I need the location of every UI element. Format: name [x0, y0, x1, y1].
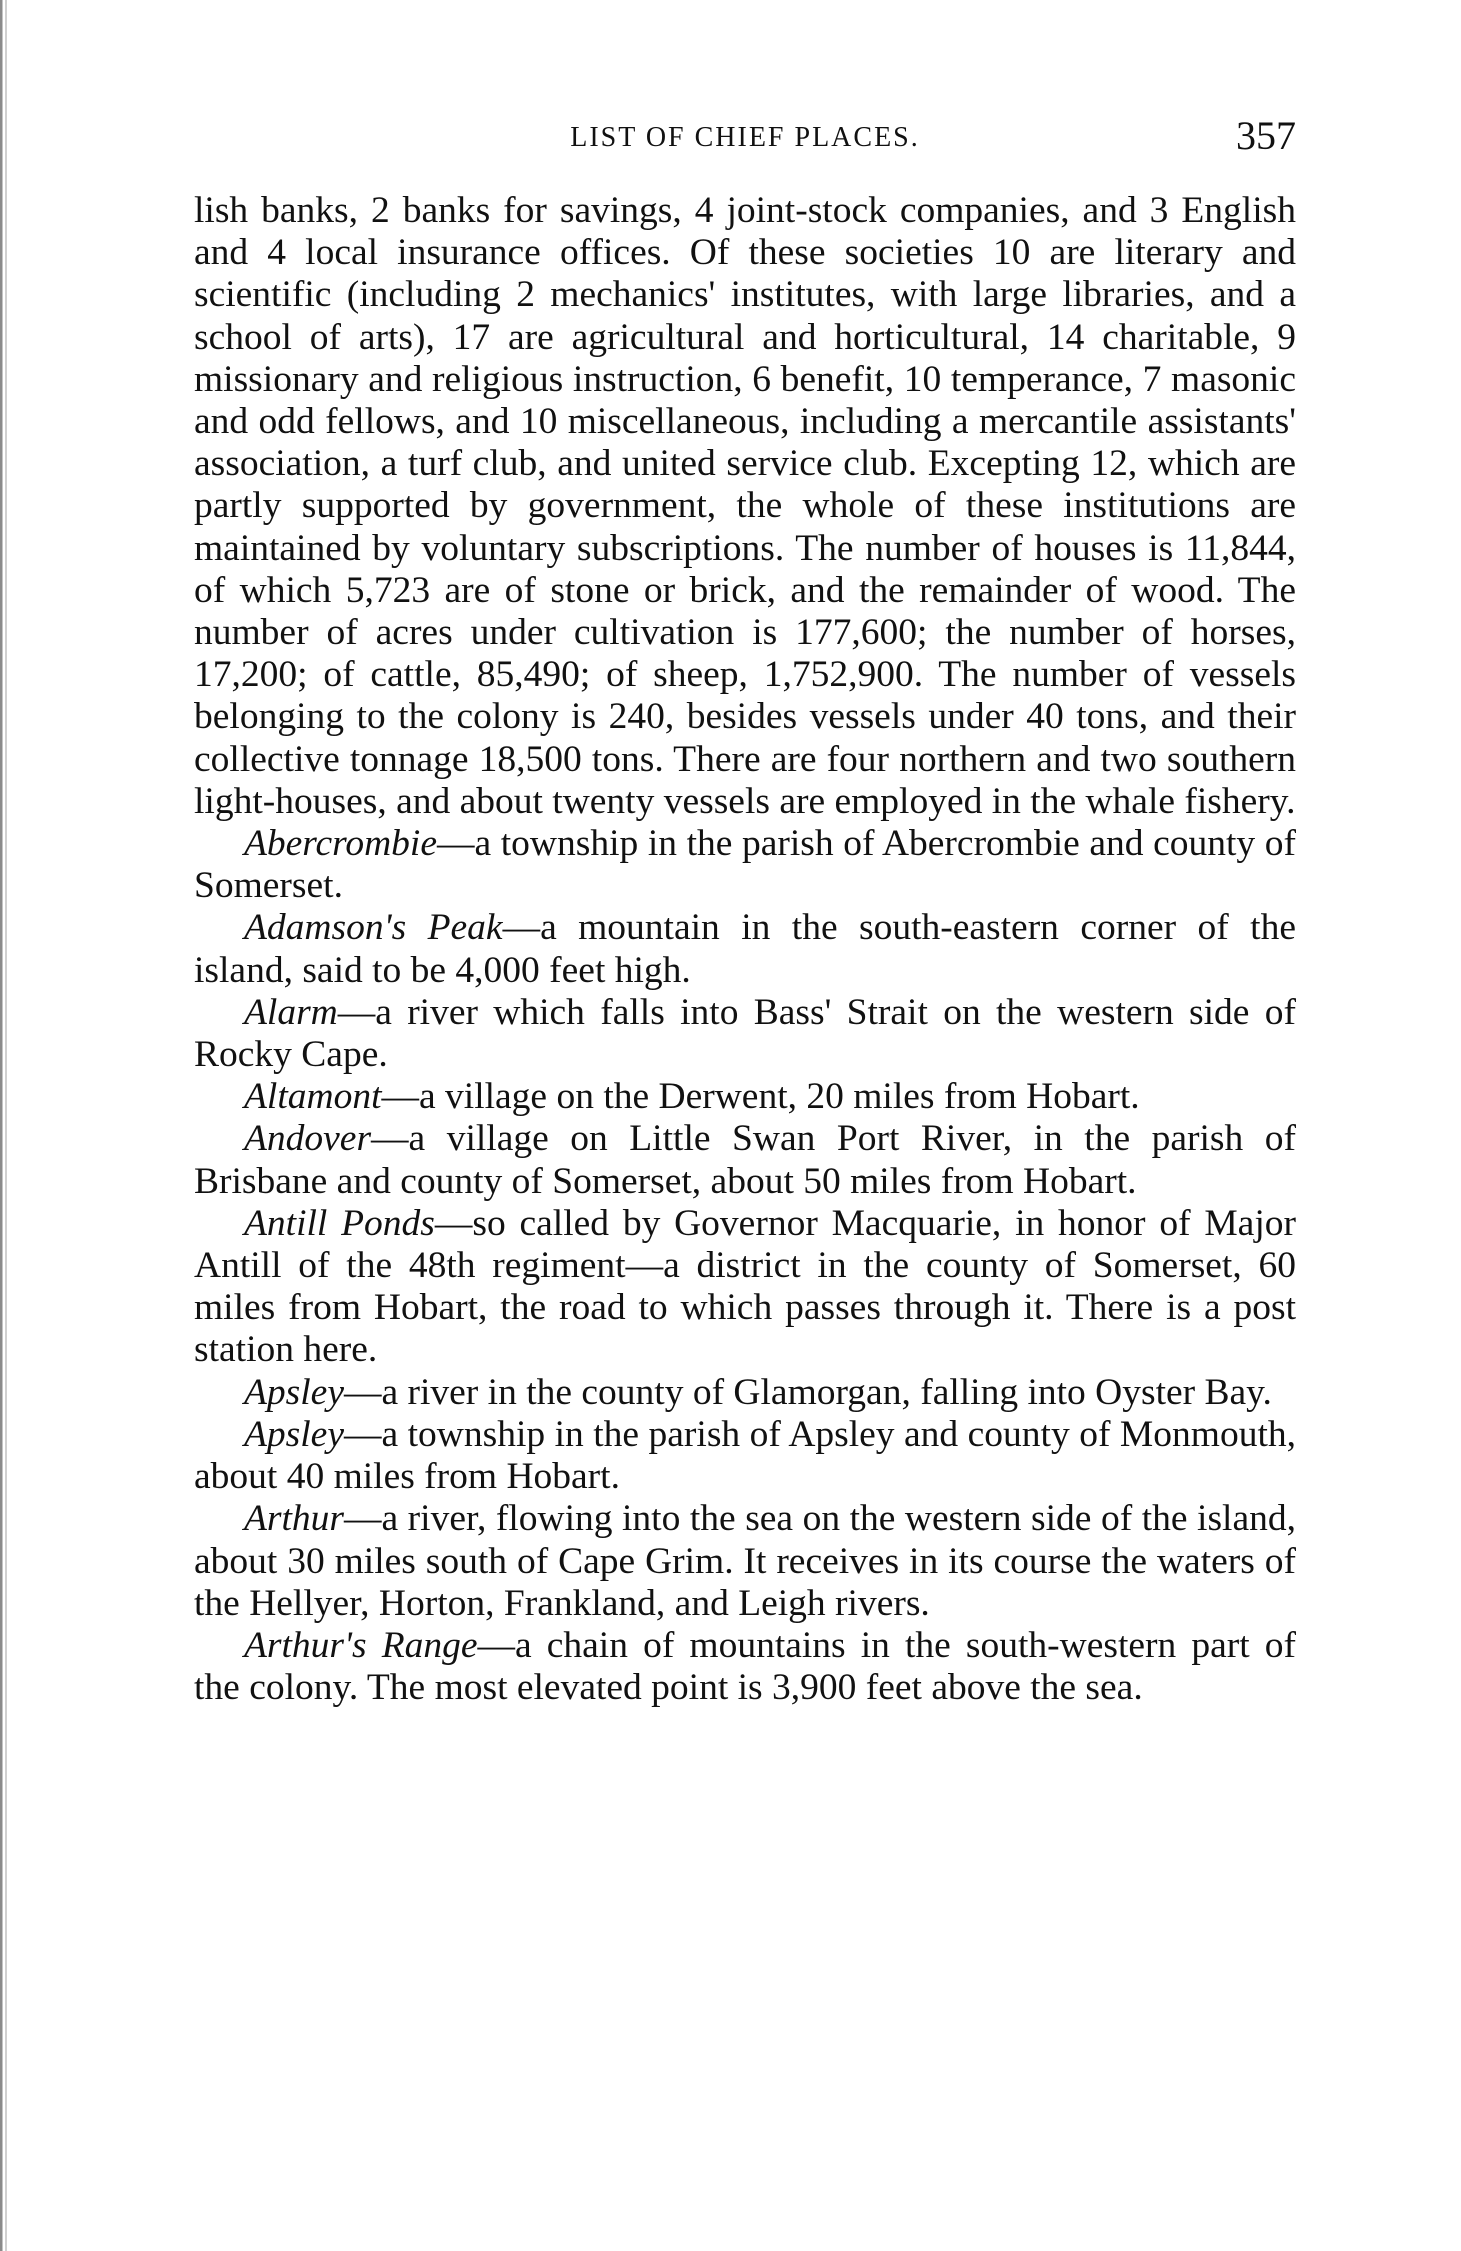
entry-text: —so called by Governor Macquarie, in honor of Major Antill of the 48th regiment—a district in the county of Somerset, 60 miles from Hobart, the road to which passes through it. There is a post station here.	[194, 1202, 1296, 1371]
page-body	[194, 190, 1296, 1709]
gazetteer-entry	[194, 1625, 1296, 1709]
entry-text: —a township in the parish of Abercrombie and county of Somerset.	[194, 823, 1296, 907]
entry-term: Abercrombie	[244, 823, 437, 865]
entry-term: Andover	[244, 1118, 372, 1160]
entry-text: —a village on Little Swan Port River, in the parish of Brisbane and county of Somerset, about 50 miles from Hobart.	[194, 1118, 1296, 1202]
gazetteer-entry	[194, 823, 1296, 907]
continuation-paragraph: lish banks, 2 banks for savings, 4 joint-stock companies, and 3 English and 4 local insurance offices. Of these societies 10 are literary and scientific (including 2 mechanics' institutes, with large libraries, and a school of arts), 17 are agricultural and horticultural, 14 charitable, 9 missionary and religious instruction, 6 benefit, 10 temperance, 7 masonic and odd fellows, and 10 miscellaneous, including a mercantile assistants' association, a turf club, and united service club. Excepting 12, which are partly supported by government, the whole of these institutions are maintained by voluntary subscriptions. The number of houses is 11,844, of which 5,723 are of stone or brick, and the remainder of wood. The number of acres under cultivation is 177,600; the number of horses, 17,200; of cattle, 85,490; of sheep, 1,752,900. The number of vessels belonging to the colony is 240, besides vessels under 40 tons, and their collective tonnage 18,500 tons. There are four northern and two southern light-houses, and about twenty vessels are employed in the whale fishery.	[194, 190, 1296, 822]
gazetteer-entry	[194, 1498, 1296, 1625]
gazetteer-entry	[194, 1118, 1296, 1202]
entry-term: Apsley	[244, 1413, 344, 1455]
entry-text: —a river in the county of Glamorgan, falling into Oyster Bay.	[343, 1371, 1272, 1413]
entry-text: —a river, flowing into the sea on the western side of the island, about 30 miles south of Cape Grim. It receives in its course the waters of the Hellyer, Horton, Frankland, and Leigh rivers.	[194, 1498, 1296, 1624]
entry-text: —a township in the parish of Apsley and county of Monmouth, about 40 miles from Hobart.	[194, 1413, 1296, 1498]
gazetteer-entry	[194, 1372, 1296, 1414]
entry-term: Arthur's Range	[244, 1624, 478, 1666]
entry-term: Apsley	[244, 1371, 344, 1413]
entry-term: Adamson's Peak	[244, 907, 503, 949]
page-number: 357	[1236, 113, 1296, 158]
entry-term: Arthur	[244, 1498, 345, 1540]
gazetteer-entry	[194, 992, 1296, 1076]
entry-text: —a village on the Derwent, 20 miles from Hobart.	[381, 1076, 1140, 1118]
gazetteer-entry	[194, 1203, 1296, 1372]
gazetteer-entry	[194, 1076, 1296, 1118]
entry-term: Altamont	[244, 1076, 382, 1118]
entry-term: Antill Ponds	[244, 1202, 435, 1244]
entry-term: Alarm	[244, 991, 338, 1033]
page-binding-edge	[0, 0, 10, 2251]
gazetteer-entry	[194, 907, 1296, 991]
page-header	[194, 112, 1296, 162]
entry-text: —a river which falls into Bass' Strait on the western side of Rocky Cape.	[194, 991, 1296, 1076]
gazetteer-entry	[194, 1414, 1296, 1498]
entry-text: —a mountain in the south-eastern corner of the island, said to be 4,000 feet high.	[194, 907, 1296, 991]
entry-text: —a chain of mountains in the south-western part of the colony. The most elevated point is 3,900 feet above the sea.	[194, 1624, 1296, 1709]
running-title: LIST OF CHIEF PLACES.	[570, 122, 920, 153]
